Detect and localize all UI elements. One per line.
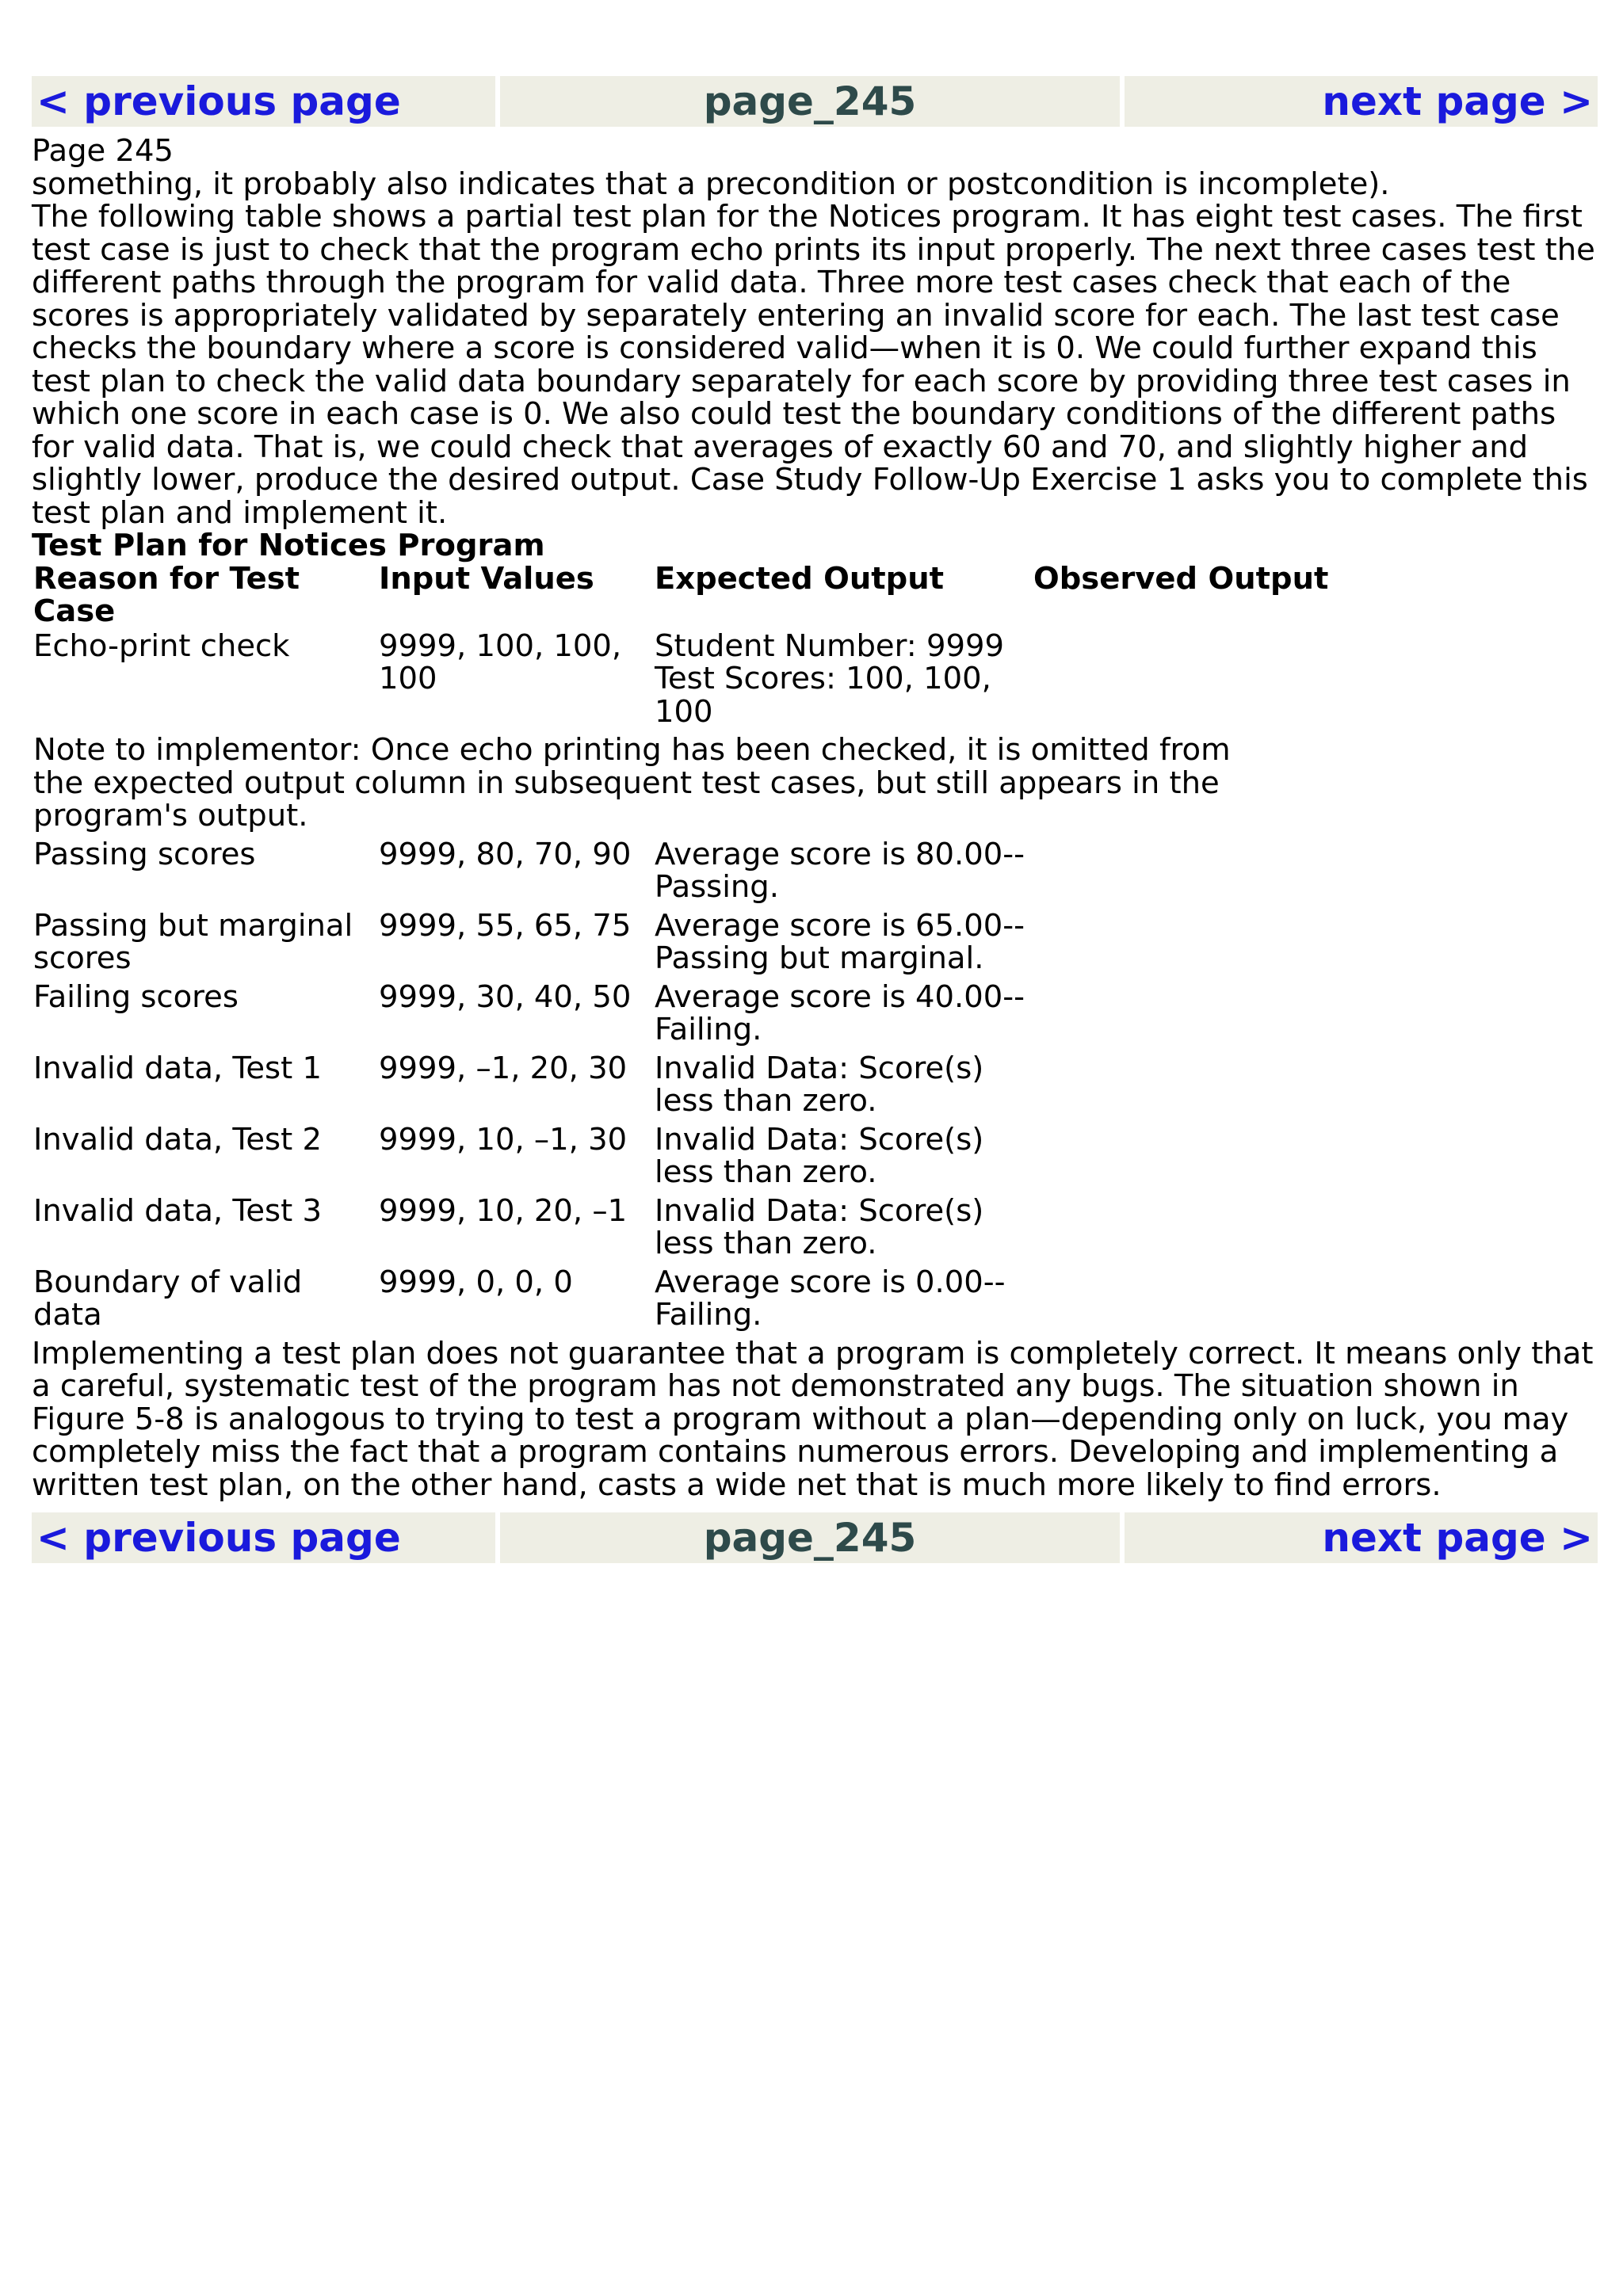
- top-navigation-bar: [32, 76, 1598, 127]
- reason-cell: Invalid data, Test 2: [33, 1121, 322, 1158]
- reason-cell: Invalid data, Test 3: [33, 1192, 322, 1229]
- bottom-navigation-bar: [32, 1512, 1598, 1563]
- expected-cell: Average score is 0.00--Failing.: [655, 1264, 1006, 1333]
- observed-cell: [1033, 838, 1594, 910]
- expected-cell: Invalid Data: Score(s) less than zero.: [655, 1192, 984, 1261]
- expected-cell: Average score is 65.00--Passing but marginal.: [655, 907, 1025, 976]
- reason-cell: Echo-print check: [33, 627, 290, 664]
- column-header: Reason for Test Case: [33, 560, 300, 629]
- expected-cell: Invalid Data: Score(s) less than zero.: [655, 1050, 984, 1119]
- next-page-link[interactable]: next page >: [1322, 78, 1593, 124]
- input-cell: 9999, –1, 20, 30: [379, 1050, 628, 1086]
- page-content: [32, 135, 1598, 1501]
- input-cell: 9999, 55, 65, 75: [379, 907, 632, 944]
- page: [32, 76, 1598, 1563]
- observed-cell: [1033, 1123, 1594, 1195]
- paragraph: something, it probably also indicates that a precondition or postcondition is incomplete).: [32, 166, 1390, 202]
- input-cell: 9999, 80, 70, 90: [379, 836, 632, 872]
- observed-cell: [1033, 1266, 1594, 1337]
- observed-cell: [1033, 1195, 1594, 1266]
- top-page-cell: [500, 76, 1120, 127]
- observed-cell: [1033, 1052, 1594, 1123]
- table-row: [33, 981, 1594, 1052]
- table-header-row: [33, 563, 1594, 630]
- expected-cell: Average score is 40.00--Failing.: [655, 978, 1025, 1047]
- implementor-note: [33, 734, 1594, 838]
- implementor-note-text: Note to implementor: Once echo printing has been checked, it is omitted from the expected output column in subsequent test cases, but still appears in the program's output.: [33, 732, 1231, 833]
- observed-cell: [1033, 630, 1594, 734]
- test-plan-table: [33, 560, 1594, 1337]
- input-cell: 9999, 30, 40, 50: [379, 978, 632, 1015]
- reason-cell: Passing scores: [33, 836, 256, 872]
- table-row: [33, 1123, 1594, 1195]
- observed-cell: [1033, 910, 1594, 981]
- table-row: [33, 1266, 1594, 1337]
- bottom-page-cell: [500, 1512, 1120, 1563]
- table-note-row: [33, 734, 1594, 838]
- reason-cell: Invalid data, Test 1: [33, 1050, 322, 1086]
- page-label: page_245: [703, 1515, 917, 1561]
- column-header: Expected Output: [655, 560, 945, 597]
- input-cell: 9999, 10, –1, 30: [379, 1121, 628, 1158]
- previous-page-link[interactable]: < previous page: [36, 78, 401, 124]
- column-header: Observed Output: [1033, 560, 1329, 597]
- table-row: [33, 630, 1594, 734]
- top-prev-cell: [32, 76, 495, 127]
- reason-cell: Boundary of valid data: [33, 1264, 303, 1333]
- table-title: Test Plan for Notices Program: [32, 528, 545, 563]
- input-cell: 9999, 0, 0, 0: [379, 1264, 573, 1300]
- reason-cell: Failing scores: [33, 978, 239, 1015]
- expected-cell: Average score is 80.00--Passing.: [655, 836, 1025, 905]
- input-cell: 9999, 10, 20, –1: [379, 1192, 628, 1229]
- top-next-cell: [1125, 76, 1598, 127]
- observed-cell: [1033, 981, 1594, 1052]
- previous-page-link[interactable]: < previous page: [36, 1515, 401, 1561]
- reason-cell: Passing but marginal scores: [33, 907, 353, 976]
- table-row: [33, 1052, 1594, 1123]
- table-row: [33, 910, 1594, 981]
- expected-cell: Student Number: 9999 Test Scores: 100, 100, 100: [655, 627, 1004, 730]
- table-row: [33, 1195, 1594, 1266]
- table-row: [33, 838, 1594, 910]
- page-label: page_245: [703, 78, 917, 124]
- paragraph: The following table shows a partial test plan for the Notices program. It has eight test cases. The first test case is just to check that the program echo prints its input properly. The next three cases test the different paths through the program for valid data. Three more test cases check that each of the scores is appropriately validated by separately entering an invalid score for each. The last test case checks the boundary where a score is considered valid—when it is 0. We could further expand this test plan to check the valid data boundary separately for each score by providing three test cases in which one score in each case is 0. We also could test the boundary conditions of the different paths for valid data. That is, we could check that averages of exactly 60 and 70, and slightly higher and slightly lower, produce the desired output. Case Study Follow-Up Exercise 1 asks you to complete this test plan and implement it.: [32, 199, 1595, 531]
- input-cell: 9999, 100, 100, 100: [379, 627, 622, 696]
- paragraph: Implementing a test plan does not guarantee that a program is completely correct. It means only that a careful, systematic test of the program has not demonstrated any bugs. The situation shown in Figure 5-8 is analogous to trying to test a program without a plan—depending only on luck, you may completely miss the fact that a program contains numerous errors. Developing and implementing a written test plan, on the other hand, casts a wide net that is much more likely to find errors.: [32, 1335, 1594, 1503]
- bottom-prev-cell: [32, 1512, 495, 1563]
- next-page-link[interactable]: next page >: [1322, 1515, 1593, 1561]
- bottom-next-cell: [1125, 1512, 1598, 1563]
- expected-cell: Invalid Data: Score(s) less than zero.: [655, 1121, 984, 1190]
- page-number: Page 245: [32, 133, 174, 169]
- column-header: Input Values: [379, 560, 594, 597]
